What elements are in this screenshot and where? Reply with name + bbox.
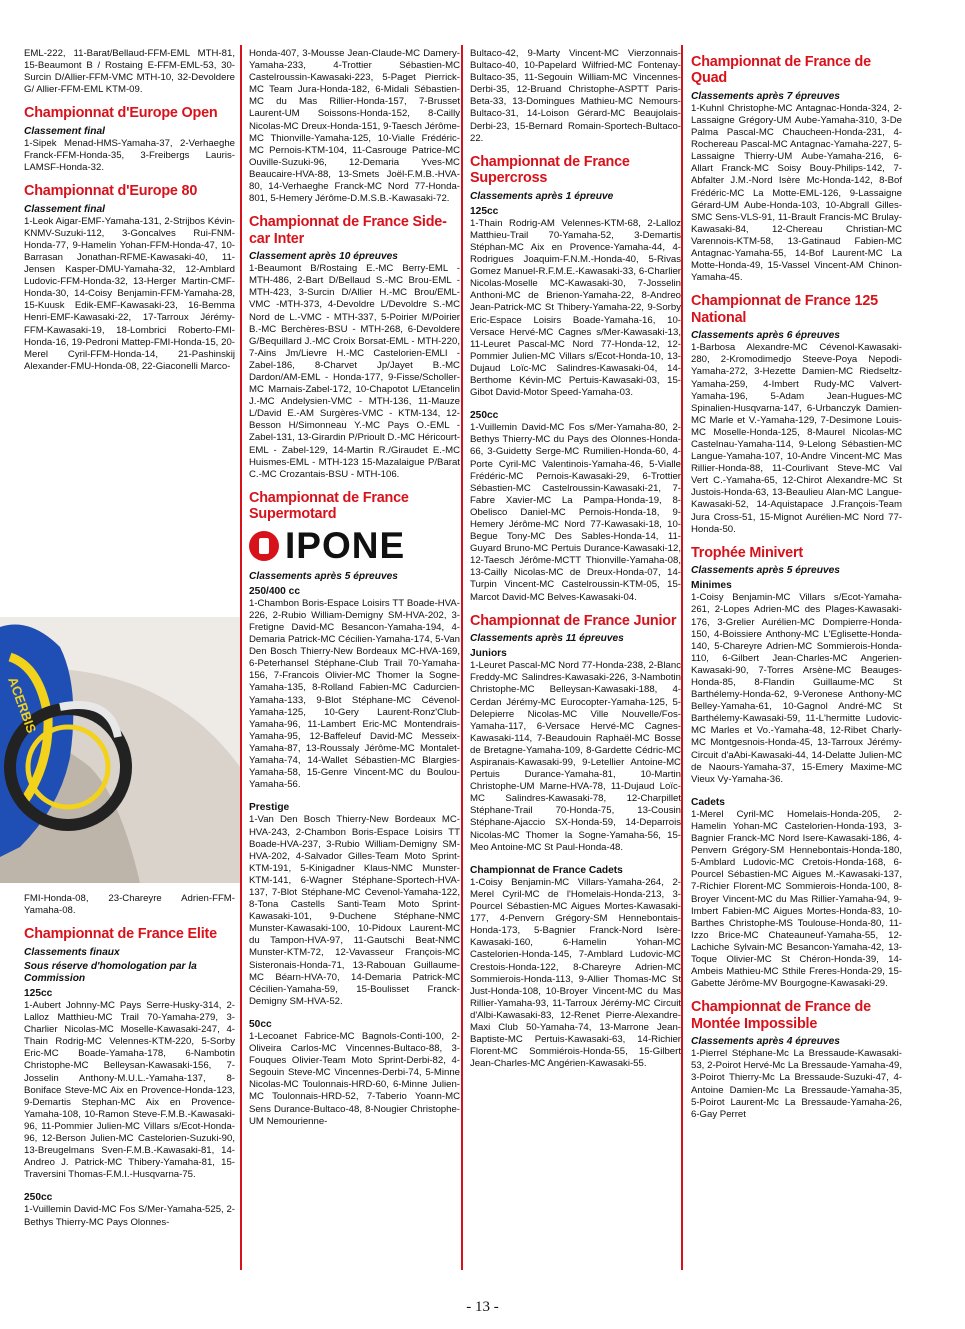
subheading: Classements après 11 épreuves (470, 633, 624, 645)
heading-supercross: Championnat de France Supercross (470, 153, 630, 187)
results-text: 1-Thain Rodrig-AM Velennes-KTM-68, 2-Lalloz Matthieu-Trail 70-Yamaha-52, 3-Demartis Stéphan-MC Aix en Provence-Yamaha-44, 4-Rodrigues Joaquim-F.N.M.-Honda-40, 5-Rivas Gomez Manuel-R.F.M.E.-Kawasaki-33, 6-Charlier Nicolas-Moselle MC-Kawasaki-30, 7-Josselin Anthoni-MC de Brienon-Yamaha-22, 8-Andreo Jean-Patrick-MC St Thibery-Yamaha-22, 9-Sorby Eric-Espace Loisirs Boade-Yamaha-16, 10-Versace Hervé-MC Cagnes s/Mer-Kawasaki-13, 11-Leuret Pascal-MC Nord 77-Honda-12, 12-Pommier Julien-MC Villars s/Ecot-Honda-10, 13-Dujaud Loïc-MC Salindres-Kawasaki-04, 14-Berthome Kévin-MC Pertuis-Kawasaki-03, 15-Gibot David-Motor Speed-Yamaha-03. (470, 217, 681, 399)
results-text: 1-Pierrel Stéphane-Mc La Bressaude-Kawasaki-53, 2-Poirot Hervé-Mc La Bressaude-Yamaha-49, 3-Poirot Thierry-Mc La Bressaude-Suzuki-47, 4-Antoine Damien-Mc La Bressaude-Yamaha-35, 5-Poirot Laurent-Mc La Bressaude-Yamaha-26, 6-Gay Perret (691, 1048, 902, 1120)
results-text: 1-Van Den Bosch Thierry-New Bordeaux MC-HVA-243, 2-Chambon Boris-Espace Loisirs TT Boade-HVA-237, 3-Rubio William-Demigny SM-HVA-202, 4-Salvador Gilles-Team Moto Sprint-KTM-191, 5-Kinigadner Klaus-NMC Munster-KTM-141, 6-Wagner Stéphane-Sportech-HVA-137, 7-Blot Stéphane-MC Cevenol-Yamaha-122, 8-Tona Castells Santi-Team Moto Sprint-Kawasaki-101, 9-Duchene Stéphane-NMC Munster-Kawasaki-100, 10-Pidoux Laurent-MC du Tampon-HVA-97, 11-Gautschi Beat-NMC Munster-KTM-72, 12-Vavasseur François-MC Sisteronais-Honda-71, 13-Rabouan Guillaume-MC Béarn-HVA-70, 14-Demaria Patrick-MC Cécilien-Yamaha-59, 15-Boulisset Franck-Demigny SM-HVA-52. (249, 814, 460, 1007)
subheading: Classement final (24, 125, 105, 137)
category-label: 125cc (470, 205, 499, 217)
results-text: 1-Vuillemin David-MC Fos S/Mer-Yamaha-525, 2-Bethys Thierry-MC Pays Olonnes- (24, 1204, 235, 1228)
photo-sponsor-text: ACERBIS (5, 674, 40, 736)
results-text: 1-Merel Cyril-MC Homelais-Honda-205, 2-Hamelin Yohan-MC Castelorien-Honda-193, 3-Bagnier Franck-MC Nord Isere-Kawasaki-186, 4-Penvern Grégory-SM Hennebontais-Honda-180, 5-Amblard Ludovic-MC Cretois-Honda-168, 6-Pourcel Sébastien-MC Aigues M.-Kawasaki-137, 7-Richier Florent-MC Sommierois-Honda-100, 8-Broyer Vincent-MC du Mas Rillier-Yamaha-94, 9-Imbert Fabien-MC Aigues Mortes-Honda-83, 10-Barthes Christophe-MS Toulouse-Honda-80, 11-Izzo Brice-MC Chateauneuf-Yamaha-55, 12-Lachiche Sylvain-MC Besancon-Yamaha-42, 13-Toque Olivier-MC St Chéron-Honda-39, 14-Ambeis Mathieu-MC Sthile Freres-Honda-29, 15-Gabette Jérôme-MV Bourgogne-Kawasaki-29. (691, 808, 902, 990)
category-label: 250cc (24, 1192, 53, 1204)
page-number: - 13 - (466, 1299, 499, 1315)
category-label: 250/400 cc (249, 585, 300, 597)
subheading: Classements finaux (24, 946, 120, 958)
category-label: Cadets (691, 796, 725, 808)
heading-france-elite: Championnat de France Elite (24, 926, 217, 943)
col3-intro: Bultaco-42, 9-Marty Vincent-MC Vierzonnais-Bultaco-40, 10-Papelard Wilfried-MC Fontenay-Bultaco-35, 11-Segouin William-MC Vincennes-Derbi-35, 12-Bruand Christophe-ASPTT Paris-Beta-33, 13-Domingues Mathieu-MC Nemours-Bultaco-31, 14-Loison Gérard-MC Beaujolais-Derbi-23, 15-Bernard Romain-Sportech-Bultaco-22. (470, 48, 681, 144)
category-label: 125cc (24, 987, 53, 999)
category-label: 250cc (470, 410, 499, 422)
heading-minivert: Trophée Minivert (691, 544, 803, 561)
subheading: Classements après 5 épreuves (249, 570, 398, 582)
column-1 (24, 48, 235, 373)
heading-quad: Championnat de France de Quad (691, 54, 871, 87)
results-text: 1-Coisy Benjamin-MC Villars s/Ecot-Yamaha-261, 2-Lopes Adrien-MC des Plages-Kawasaki-176, 3-Grelier Aurélien-MC Dompierre-Honda-150, 4-Boissiere Anthony-MC L'Eglisette-Honda-140, 5-Chareyre Adrien-MC Sommierois-Honda-110, 6-Gilbert Jean-Charles-MC Angerien-Kawasaki-90, 7-Torres Arsène-MC Beauges-Honda-85, 8-Flandin Guillaume-MC St Barthélemy-Honda-62, 9-Veronese Anthony-MC Belley-Yamaha-61, 10-Gagnol André-MC St Barthélemy-Kawasaki-59, 11-L'hermitte Ludovic-MC Marles et Vo.-Yamaha-48, 12-Ribet Charly-MC Montgesnois-Honda-45, 13-Tarroux Jérémy-Circuit d'aAbi-Kawasaki-44, 14-Delatte Julien-MC de Naours-Yamaha-37, 15-Emery Maxime-MC Vieux Vy-Yamaha-36. (691, 592, 902, 785)
column-3 (470, 48, 681, 1070)
motocross-photo (0, 617, 240, 883)
heading-sidecar: Championnat de France Side-car Inter (249, 214, 447, 247)
category-label: Prestige (249, 802, 290, 814)
heading-junior: Championnat de France Junior (470, 612, 677, 629)
results-text: 1-Aubert Johnny-MC Pays Serre-Husky-314, 2-Lalloz Matthieu-MC Trail 70-Yamaha-279, 3-Charlier Nicolas-MC Moselle-Kawasaki-247, 4-Thain Rodrig-MC Velennes-KTM-220, 5-Sorby Eric-MC Boade-Yamaha-178, 6-Nambotin Christophe-MC Belleysan-Kawasaki-156, 7-Josselin Anthony-M.U.L.-Yamaha-137, 8-Boniface Steve-MC Aix en Provence-Honda-123, 9-Demartis Stephan-MC Aix en Provence-Yamaha-108, 10-Ramon Steve-F.M.B.-Kawasaki-96, 11-Pommier Julien-MC Villars s/Ecot-Honda-96, 12-Berson Julien-MC Castelorien-Suzuki-90, 13-Breugelmans Sven-F.M.B.-Kawasaki-81, 14-Andreo J. Patrick-MC Thibery-Yamaha-81, 15-Traversini Thomas-F.M.I.-Husqvarna-75. (24, 999, 235, 1181)
results-text: 1-Kuhnl Christophe-MC Antagnac-Honda-324, 2-Lassaigne Grégory-UM Aube-Yamaha-310, 3-De Palma Pascal-MC Chaucheen-Honda-231, 4-Rochereau Pascal-MC Antagnac-Yamaha-227, 5-Lassaigne Thierry-UM Aube-Yamaha-216, 6-Allart Franck-MC Soisy Bouy-Philips-142, 7-Abfalter J.M.-Nord Isère Mc-Honda-142, 8-Bof Frédéric-MC La Motte-EML-126, 9-Lassaigne Gérard-UM Aube-Honda-103, 10-Abgrall Gilles-SMC Sens-VLS-91, 11-Brault Francis-MC Brulay-Kawasaki-84, 12-Chereau Christian-MC Varennois-KTM-58, 13-Gatinaud Fabien-MC Antagnac-Yamaha-55, 14-Bof Laurent-MC La Motte-Honda-49, 15-Vassel Vincent-AM Chinon-Yamaha-45. (691, 102, 902, 284)
col2-intro: Honda-407, 3-Mousse Jean-Claude-MC Damery-Yamaha-233, 4-Trottier Sébastien-MC Castelroussin-Kawasaki-223, 5-Paget Pierrick-MC Team Jura-Honda-182, 6-Midali Sébastien-MC du Mas Rillier-Honda-157, 7-Brusset Laurent-UM Soissons-Honda-152, 8-Cailly Nicolas-MC Dreux-Honda-151, 9-Taesch Jérôme-MC Thionville-Yamaha-125, 10-Vialle Frédéric-MC Pernois-KTM-104, 11-Casrouge Patrice-MC Ouville-Suzuki-96, 12-Demaria Yves-MC Beaucaire-HVA-88, 13-Smets Joël-F.M.B.-HVA-80, 14-Verhaeghe Franck-MC Nord 77-Honda-801, 5-Hemery Jérôme-D.M.S.B.-Kawasaki-72. (249, 48, 460, 205)
results-text: 1-Sipek Menad-HMS-Yamaha-37, 2-Verhaeghe Franck-FFM-Honda-35, 3-Freibergs Lauris-LAMSF-Honda-32. (24, 137, 235, 174)
subheading: Classements après 4 épreuves (691, 1036, 840, 1048)
column-1-bottom (24, 893, 235, 1229)
results-text: 1-Beaumont B/Rostaing E.-MC Berry-EML - MTH-486, 2-Bart D/Bellaud S.-MC Brou-EML - MTH-423, 3-Surcin D/Allier H.-MC Brou/EML-VMC -MTH-373, 4-Devoldre L/Devoldre S.-MC Nord de L.-VMC - MTH-337, 5-Poirier M/Poirier B.-MC Berchères-BSU - MTH-268, 6-Devoldere G/Bequillard J.-MC Croix Borsat-EML - MTH-220, 7-Ains Jm/Lievre H.-MC Castelorien-EMLI - Zabel-186, 8-Charvet Jp/Jayet B.-MC Dardon/AM-EML - Honda-177, 9-Fisse/Scholler-MC Marnais-Zabel-172, 10-Chapotot L/Etancelin J.-MC Andelysien-VMC - MTH-136, 11-Mauze L/David E.-AM Surgères-VMC - KTM-134, 12-Besson H/Simonneau Y.-MC Pays O.-EML - Zabel-131, 13-Girardin P/Prioult D.-MC Héricourt-EML - Zabel-129, 14-Martin R./Giraudet E.-MC Huismes-EML - MTH-123 15-Mazalaigue P/Barat C.-MC Crozantais-BSU - MTH-106. (249, 263, 460, 480)
results-text: 1-Leuret Pascal-MC Nord 77-Honda-238, 2-Blanc Freddy-MC Salindres-Kawasaki-226, 3-Nambotin Christophe-MC Belleysan-Kawasaki-188, 4-Cerdan Jérémy-MC Eurocopter-Yamaha-125, 5-Delepierre Nicolas-MC Ville Nouvelle/Fos-Yamaha-117, 6-Versace Hervé-MC Cagnes-Kawasaki-114, 7-Beaudouin Raphaël-MC Bosse de Bretagne-Yamaha-109, 8-Gardette Cédric-MC Aspiranais-Kawasaki-99, 9-Letellier Antoine-MC Pertuis Durance-Yamaha-81, 10-Martin Christophe-UM Marne-HVA-78, 11-Dujaud Loïc-MC Salindres-Kawasaki-78, 12-Charpillet Stéphane-Trail 70-Honda-75, 13-Cousin Stéphane-Ajaccio SX-Honda-59, 14-Deparrois Nicolas-MC Thomer la Sogne-Yamaha-56, 15-Meo Antoine-MC St Paul-Honda-48. (470, 660, 681, 853)
subheading: Classement après 10 épreuves (249, 251, 398, 263)
subheading: Classement final (24, 203, 105, 215)
heading-cadets: Championnat de France Cadets (470, 864, 623, 876)
heading-europe-open: Championnat d'Europe Open (24, 105, 218, 122)
col1-intro: EML-222, 11-Barat/Bellaud-FFM-EML MTH-81, 15-Beaumont B / Rostaing E-FFM-EML-53, 30-Surcin D/Allier-FFM-VMC MTH-10, 32-Devoldere G/ Allier-FFM-EML KTM-09. (24, 48, 235, 96)
ipone-logo (249, 524, 460, 566)
subheading: Classements après 6 épreuves (691, 330, 840, 342)
subheading: Sous réserve d'homologation par la Commission (24, 960, 197, 984)
results-text: 1-Coisy Benjamin-MC Villars-Yamaha-264, 2-Merel Cyril-MC de l'Homelais-Honda-213, 3-Pourcel Sébastien-MC Aigues Mortes-Kawasaki-177, 4-Penvern Grégory-SM Hennebontais-Honda-173, 5-Bagnier Franck-Nord Isère-Kawasaki-160, 6-Hamelin Yohan-MC Castelorien-Honda-145, 7-Amblard Ludovic-MC Crestois-Honda-122, 8-Chareyre Adrien-MC Sommierois-Honda-113, 9-Allier Thomas-MC St Just-Honda-108, 10-Broyer Vincent-MC du Mas Rillier-Yamaha-93, 11-Tarroux Jérémy-MC Circuit d'Albi-Kawasaki-83, 12-Renet Pierre-Alexandre-Maxi Club 50-Yamaha-74, 13-Marrone Jean-Baptiste-MC Pertuis-Kawasaki-63, 14-Richier Florent-MC Sommiérois-Honda-55, 15-Gilbert Jean-Charles-MC Angérien-Kawasaki-55. (470, 876, 681, 1070)
heading-europe-80: Championnat d'Europe 80 (24, 183, 198, 200)
rider-illustration (0, 617, 240, 883)
subheading: Classements après 7 épreuves (691, 90, 840, 102)
ipone-logo-text: IPONE (285, 524, 406, 566)
subheading: Classements après 5 épreuves (691, 565, 840, 577)
results-text: 1-Chambon Boris-Espace Loisirs TT Boade-HVA-226, 2-Rubio William-Demigny SM-HVA-202, 3-Fretigne David-MC Besancon-Yamaha-194, 4-Demaria Patrick-MC Cécilien-Yamaha-174, 5-Van Den Bosch Thierry-New Bordeaux MC-HVA-169, 6-Peterhansel Stéphane-Club Trail 70-Yamaha-156, 7-Francois Olivier-MC Thomer la Sogne-Yamaha-135, 8-Rolland Fabien-MC Cadurcien-Yamaha-133, 9-Blot Stéphane-MC Cévenol-Yamaha-125, 10-Gery Laurent-Ronz'Club-Yamaha-96, 11-Lambert Eric-MC Montendrais-Yamaha-95, 12-Baffeleuf David-MC Messeix-Yamaha-87, 13-Roussaly Jérôme-MC Montalet-Yamaha-74, 14-Wallet Sébastien-MC Blargies-Yamaha-58, 15-Genre Vincent-MC du Boulou-Yamaha-56. (249, 597, 460, 791)
subheading: Classements après 1 épreuve (470, 190, 614, 202)
heading-supermotard: Championnat de France Supermotard (249, 489, 409, 523)
column-divider (681, 45, 683, 1270)
heading-125-national: Championnat de France 125 National (691, 293, 878, 326)
column-4 (691, 48, 902, 1121)
heading-montee-impossible: Championnat de France de Montée Impossible (691, 999, 871, 1032)
category-label: 50cc (249, 1018, 272, 1030)
column-divider (240, 45, 242, 1270)
col1-continuation: FMI-Honda-08, 23-Chareyre Adrien-FFM-Yamaha-08. (24, 893, 235, 917)
column-2 (249, 48, 460, 1128)
category-label: Minimes (691, 580, 732, 592)
ipone-logo-icon (249, 531, 279, 561)
results-text: 1-Lecoanet Fabrice-MC Bagnols-Conti-100, 2-Oliveira Carlos-MC Vincennes-Bultaco-88, 3-Fouques Olivier-Team Moto Sprint-Derbi-82, 4-Segouin Steve-MC Vincennes-Derbi-74, 5-Minne Nicolas-MC Toulonnais-HRD-60, 6-Minne Julien-MC Toulonnais-HRD-52, 7-Taberio Yoann-MC Sens Durance-Bultaco-48, 8-Nougier Christophe-UM Nemourienne- (249, 1031, 460, 1127)
results-text: 1-Leok Aigar-EMF-Yamaha-131, 2-Strijbos Kévin-KNMV-Suzuki-112, 3-Goncalves Rui-FNM-Honda-77, 9-Hamelin Yohan-FFM-Honda-47, 10-Barrasan Jonathan-RFME-Kawasaki-40, 11-Jensen Kasper-DMU-Yamaha-32, 12-Amblard Ludovic-FFM-Honda-32, 13-Herger Martin-CMF-Honda-30, 14-Coisy Benjamin-FFM-Yamaha-28, 15-Kuusk Edik-EMF-Kawasaki-23, 16-Bemma Henri-EMF-Kawasaki-22, 17-Tarroux Jérémy-FFM-Kawasaki-19, 18-Lombrici Roberto-FMI-Honda-16, 19-Pedroni Mattep-FMI-Honda-15, 20-Merel Cyril-FFM-Honda-14, 21-Pashinskij Alexander-FMU-Honda-08, 22-Giaconelli Marco- (24, 215, 235, 372)
results-text: 1-Barbosa Alexandre-MC Cévenol-Kawasaki-280, 2-Kromodimedjo Steeve-Poya Nepodi-Yamaha-272, 3-Hezette Damien-MC Riedseltz-Yamaha-259, 4-Imbert Rudy-MC Valvert-Yamaha-196, 5-Adam Jean-Hugues-MC Spinalien-Husqvarna-147, 6-Urbanczyk Damien-MC Marle et V.-Yamaha-129, 7-Desimone Louis-MC Moselle-Honda-125, 8-Maurel Nicolas-MC Castelnau-Yamaha-114, 9-Lelong Sébastien-MC Langue-Yamaha-107, 10-Andre Vincent-MC Mas Rillier-Honda-88, 11-Courlivant Steve-MC Val Vert C.-Yamaha-65, 12-Chirot Alexandre-MC St Justois-Honda-63, 13-Beaulieu Alan-MC Langue-Kawasaki-52, 14-Aquistapace J.François-Team Jura Cross-51, 15-Mignot Aurélien-MC Nord 77-Honda-50. (691, 342, 902, 535)
column-divider (461, 45, 463, 1270)
category-label: Juniors (470, 648, 507, 660)
results-text: 1-Vuillemin David-MC Fos s/Mer-Yamaha-80, 2-Bethys Thierry-MC du Pays des Olonnes-Honda-66, 3-Guidetty Serge-MC Rumilien-Honda-60, 4-Porte Cyril-MC Valentinois-Yamaha-46, 5-Vialle Frédéric-MC Pernois-Kawasaki-29, 6-Trottier Sébastien-MC Castelroussin-Kawasaki-21, 7-Fabre Xavier-MC La Pampa-Honda-19, 8-Obelisco Daniel-MC Pernois-Honda-18, 9-Hemery Jérôme-MC Nord 77-Kawasaki-18, 10-Begue Tony-MC Des Sables-Honda-14, 11-Guyard Bruno-MC Pertuis Durance-Kawasaki-12, 12-Taesch Jérôme-MCTT Thionville-Yamaha-08, 13-Cailly Nicolas-MC de Dreux-Honda-07, 14-Turpin Vincent-MC Castelroussin-KTM-05, 15-Marcot David-MC Belves-Kawasaki-04. (470, 422, 681, 603)
